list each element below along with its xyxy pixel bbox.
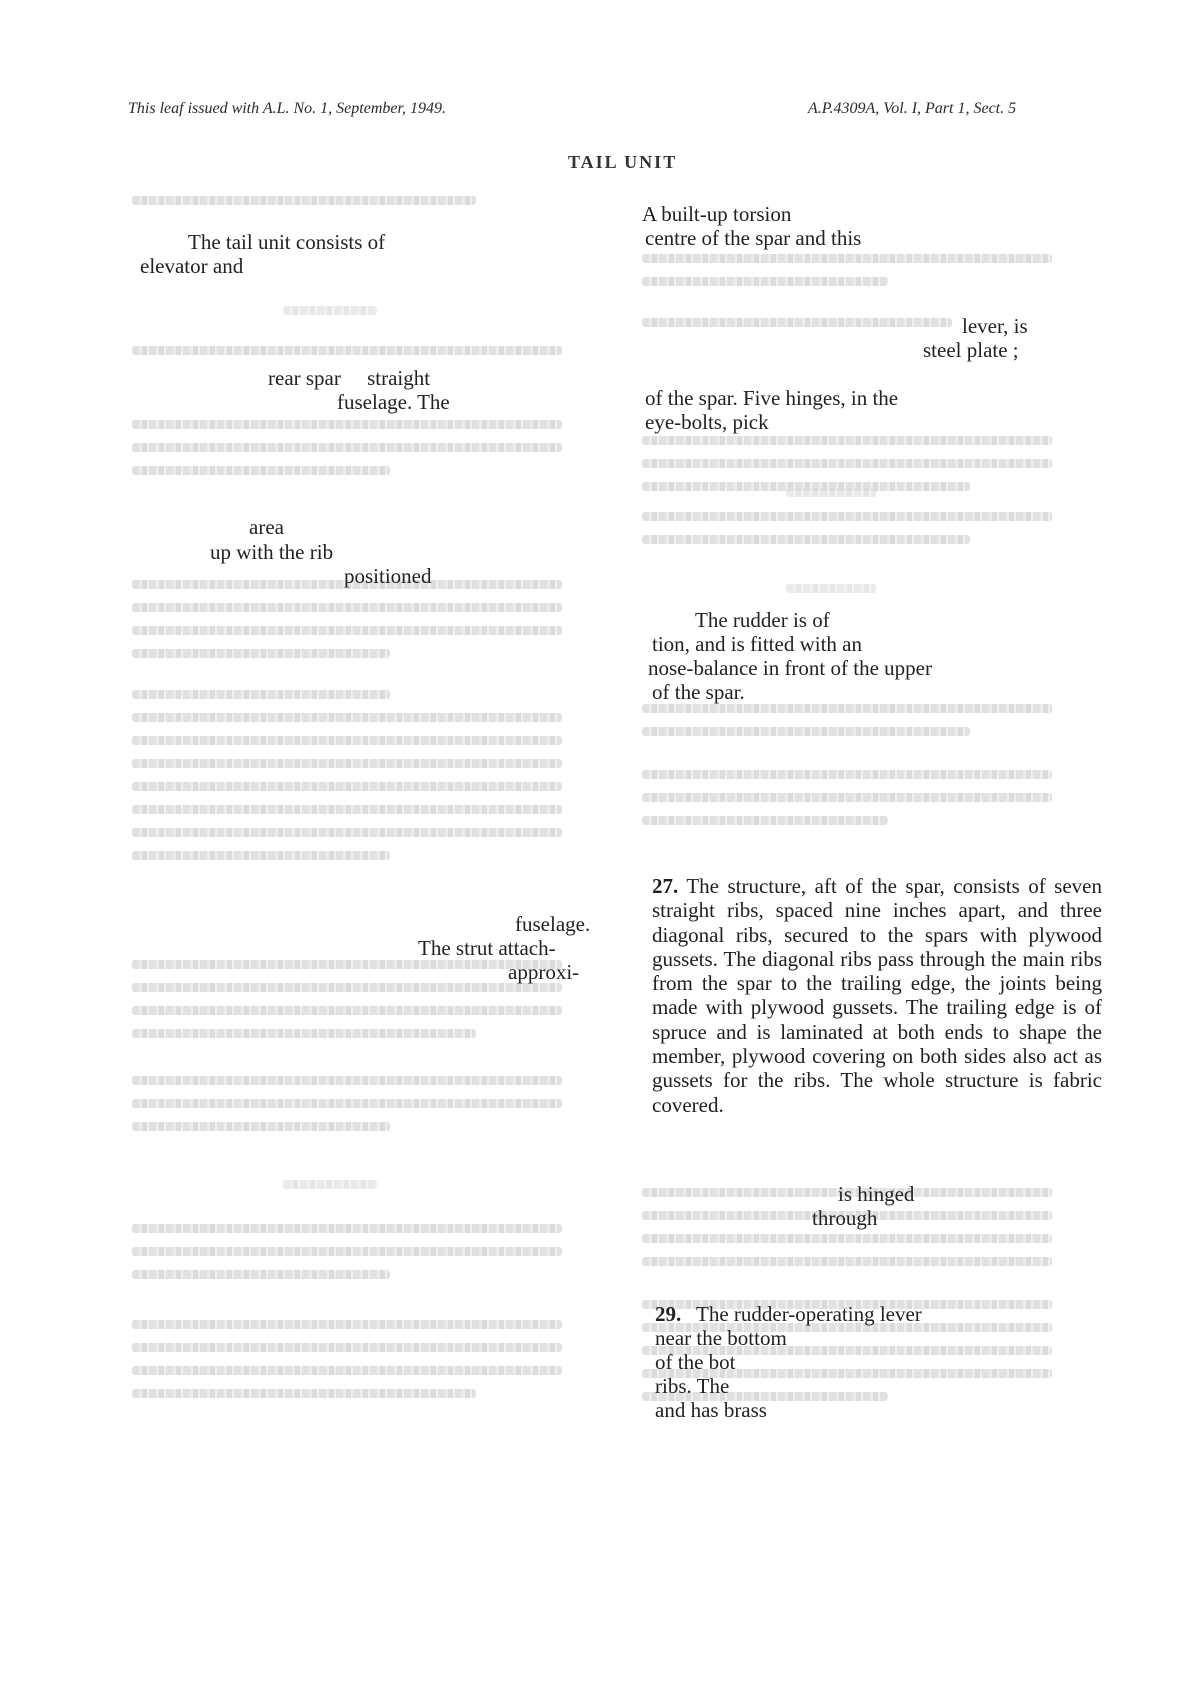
right-fragment-text: A built-up torsion <box>642 202 792 226</box>
page-header-issue-note: This leaf issued with A.L. No. 1, September, 1949. <box>128 100 446 117</box>
faded-text-block <box>132 690 562 874</box>
paragraph-27 <box>652 874 1102 1117</box>
faded-text-block <box>132 1224 562 1293</box>
faded-text-block <box>642 770 1052 839</box>
faded-text-block <box>642 318 952 341</box>
right-fragment-text: steel plate ; <box>923 338 1019 362</box>
left-fragment-text: area <box>249 515 284 539</box>
page-title: TAIL UNIT <box>568 152 678 172</box>
page-header-reference: A.P.4309A, Vol. I, Part 1, Sect. 5 <box>808 100 1017 117</box>
right-fragment-text: lever, is <box>962 314 1028 338</box>
left-fragment-text: The tail unit consists of <box>188 230 386 254</box>
left-fragment-text: fuselage. <box>515 912 591 936</box>
faded-text-block <box>642 512 1052 558</box>
faded-text-block <box>132 420 562 489</box>
right-fragment-text: and has brass <box>655 1398 767 1422</box>
faded-text-block <box>132 1180 562 1203</box>
faded-text-block <box>132 580 562 672</box>
faded-text-block <box>642 254 1052 300</box>
faded-text-block <box>132 196 562 219</box>
left-fragment-text: elevator and <box>140 254 244 278</box>
faded-text-block <box>642 488 1052 511</box>
faded-text-block <box>642 584 1052 607</box>
paragraph-text: The structure, aft of the spar, consists of seven straight ribs, spaced nine inches apart, and three diagonal ribs, secured to the spars with plywood gussets. The diagonal ribs pass through the main ribs from the spar to the trailing edge, the joints being made with plywood gussets. The trailing edge is of spruce and is laminated at both ends to shape the member, plywood covering on both sides also act as gussets for the ribs. The whole structure is fabric covered. <box>652 874 1102 1117</box>
right-fragment-text: ribs. The <box>655 1374 730 1398</box>
right-fragment-text: of the spar. <box>652 680 745 704</box>
right-fragment-text: The rudder is of <box>695 608 830 632</box>
right-fragment-text: nose-balance in front of the upper <box>648 656 932 680</box>
left-fragment-text: fuselage. The <box>337 390 450 414</box>
paragraph-number: 27. <box>652 874 679 898</box>
right-fragment-text: The rudder-operating lever <box>696 1302 922 1326</box>
paragraph-number: 29. <box>655 1302 682 1326</box>
left-fragment-text: approxi- <box>508 960 580 984</box>
faded-text-block <box>642 704 1052 750</box>
right-fragment-text: of the spar. Five hinges, in the <box>645 386 899 410</box>
left-fragment-text: up with the rib <box>210 540 334 564</box>
left-fragment-text: rear spar straight <box>268 366 431 390</box>
faded-text-block <box>132 1320 562 1412</box>
right-fragment-text: of the bot <box>655 1350 736 1374</box>
right-fragment-text: is hinged <box>838 1182 915 1206</box>
faded-text-block <box>132 306 562 329</box>
faded-text-block <box>132 1076 562 1145</box>
right-fragment-text: through <box>812 1206 878 1230</box>
left-fragment-text: positioned <box>344 564 432 588</box>
faded-text-block <box>132 960 562 1052</box>
right-fragment-text: tion, and is fitted with an <box>652 632 862 656</box>
left-fragment-text: The strut attach- <box>418 936 556 960</box>
right-fragment-text: eye-bolts, pick <box>645 410 769 434</box>
right-fragment-text: near the bottom <box>655 1326 787 1350</box>
right-fragment-text: centre of the spar and this <box>645 226 862 250</box>
